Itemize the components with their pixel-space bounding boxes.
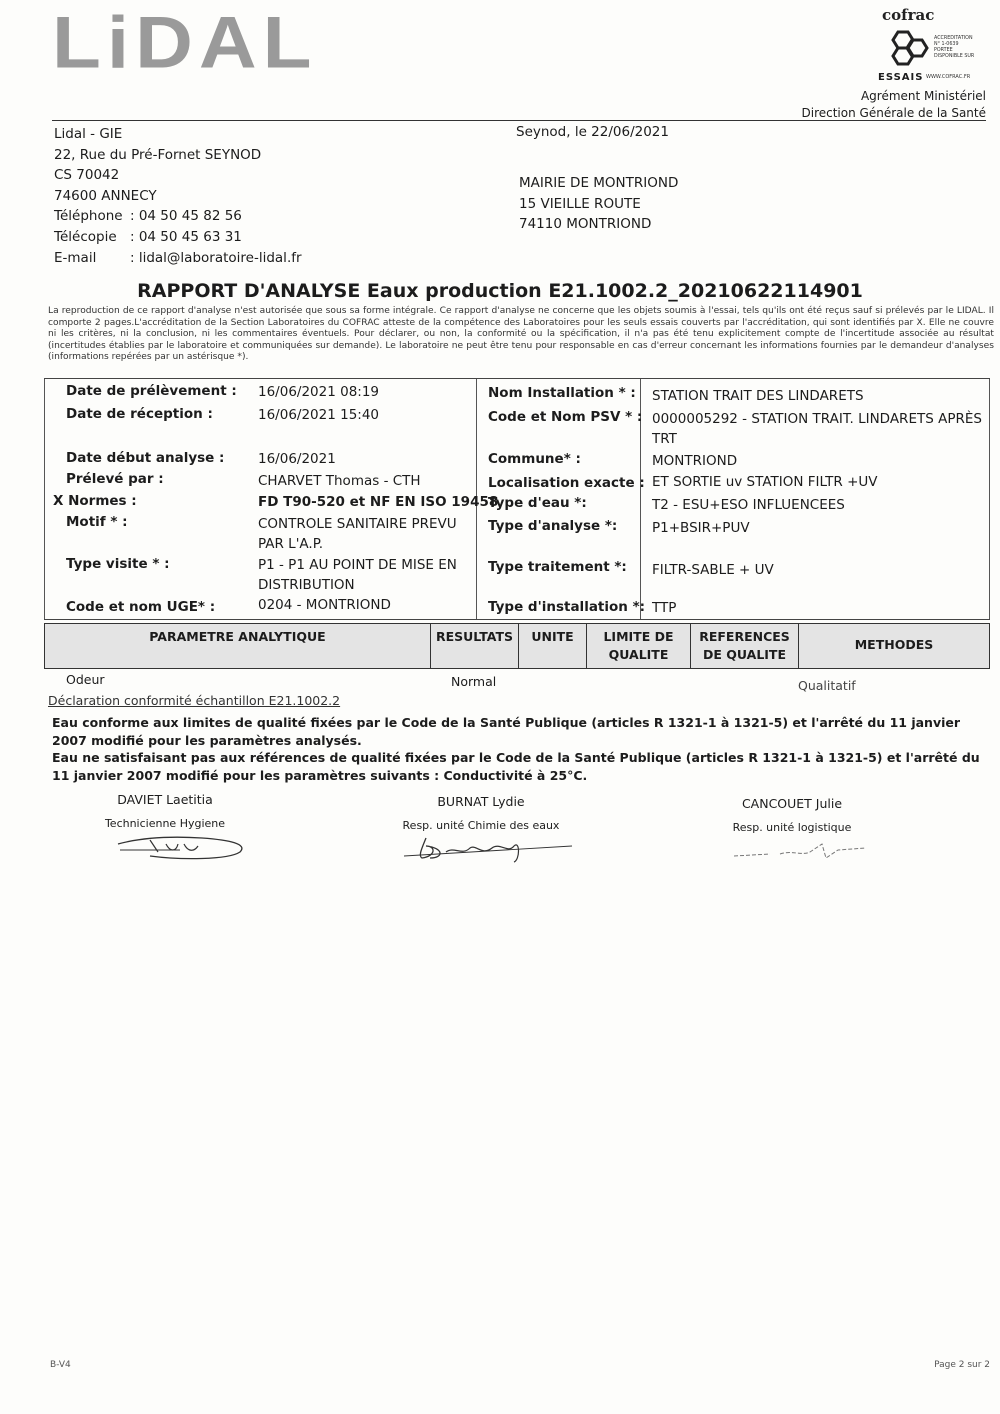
label-type-installation: Type d'installation *: bbox=[488, 599, 646, 615]
value-date-prelevement: 16/06/2021 08:19 bbox=[258, 384, 380, 400]
label-type-analyse: Type d'analyse *: bbox=[488, 518, 618, 534]
declaration-title: Déclaration conformité échantillon E21.1002.2 bbox=[48, 693, 341, 708]
value-localisation: ET SORTIE uv STATION FILTR +UV bbox=[652, 474, 878, 490]
signatory-2: BURNAT Lydie Resp. unité Chimie des eaux bbox=[402, 794, 560, 832]
page-number: Page 2 sur 2 bbox=[934, 1360, 990, 1370]
col-parametre: PARAMETRE ANALYTIQUE bbox=[45, 624, 431, 668]
label-nom-installation: Nom Installation * : bbox=[488, 385, 636, 401]
value-type-traitement: FILTR-SABLE + UV bbox=[652, 562, 774, 578]
col-resultats: RESULTATS bbox=[431, 624, 519, 668]
version-label: B-V4 bbox=[50, 1360, 71, 1370]
label-commune: Commune* : bbox=[488, 451, 581, 467]
label-type-visite: Type visite * : bbox=[66, 556, 170, 572]
value-motif: CONTROLE SANITAIRE PREVU PAR L'A.P. bbox=[258, 516, 457, 552]
value-type-eau: T2 - ESU+ESO INFLUENCEES bbox=[652, 497, 845, 513]
parameter-table-header bbox=[44, 623, 990, 669]
value-type-analyse: P1+BSIR+PUV bbox=[652, 520, 750, 536]
value-code-uge: 0204 - MONTRIOND bbox=[258, 597, 391, 613]
value-nom-installation: STATION TRAIT DES LINDARETS bbox=[652, 388, 864, 404]
label-normes: X Normes : bbox=[53, 493, 137, 509]
disclaimer: La reproduction de ce rapport d'analyse n'est autorisée que sous sa forme intégrale. Ce rapport d'analyse ne concerne que les objets soumis à l'essai, tels qu'ils ont été reçus sauf si prélevés par le LIDAL. Il comporte 2 pages.L'accréditation de la Section Laboratoires du COFRAC atteste de la compétence des Laboratoires pour les seuls essais couverts par l'accréditation, qui sont identifiés par X. Elle ne couvre ni les critères, ni la conclusion, ni les commentaires éventuels. Pour déclarer, ou non, la conformité ou la spécification, il n'a pas été tenu explicitement compte de l'incertitude associée au résultat (incertitudes établies par le laboratoire et communiquées sur demande). Le laboratoire ne peut être tenu pour responsable en cas d'erreur concernant les informations fournies par le demandeur d'analyses (informations repérées par un astérisque *). bbox=[48, 306, 994, 363]
signature-burnat bbox=[396, 832, 576, 866]
header-divider bbox=[52, 120, 986, 121]
lidal-logo: LiDAL bbox=[52, 1, 318, 84]
signatory-3: CANCOUET Julie Resp. unité logistique bbox=[732, 796, 852, 834]
method-odeur: Qualitatif bbox=[798, 678, 856, 693]
sender-address: Lidal - GIE 22, Rue du Pré-Fornet SEYNOD CS 70042 74600 ANNECY Téléphone : 04 50 45 82 56 Télécopie : 04 50 45 63 31 E-mail : lidal@laboratoire-lidal.fr bbox=[54, 126, 302, 266]
signature-daviet bbox=[110, 830, 260, 864]
label-date-debut: Date début analyse : bbox=[66, 450, 225, 466]
cofrac-details: ACCREDITATION N° 1-0639 PORTEE DISPONIBLE SUR bbox=[934, 36, 975, 59]
label-motif: Motif * : bbox=[66, 514, 128, 530]
value-date-reception: 16/06/2021 15:40 bbox=[258, 407, 380, 423]
signatory-1: DAVIET Laetitia Technicienne Hygiene bbox=[104, 792, 226, 830]
value-code-psv: 0000005292 - STATION TRAIT. LINDARETS APRÈS TRT bbox=[652, 411, 982, 447]
label-code-uge: Code et nom UGE* : bbox=[66, 599, 216, 615]
value-normes: FD T90-520 et NF EN ISO 19458 bbox=[258, 494, 499, 510]
label-code-psv: Code et Nom PSV * : bbox=[488, 409, 643, 425]
param-odeur: Odeur bbox=[66, 672, 105, 687]
col-limite: LIMITE DE QUALITE bbox=[587, 624, 691, 668]
label-date-prelevement: Date de prélèvement : bbox=[66, 383, 237, 399]
value-commune: MONTRIOND bbox=[652, 453, 738, 469]
label-localisation: Localisation exacte : bbox=[488, 475, 645, 491]
value-type-installation: TTP bbox=[652, 600, 677, 616]
sample-info-table bbox=[44, 378, 990, 620]
col-unite: UNITE bbox=[519, 624, 587, 668]
value-preleve-par: CHARVET Thomas - CTH bbox=[258, 473, 421, 489]
result-odeur: Normal bbox=[451, 674, 497, 689]
label-type-traitement: Type traitement *: bbox=[488, 559, 627, 575]
conformity-statements: Eau conforme aux limites de qualité fixées par le Code de la Santé Publique (articles R 1321-1 à 1321-5) et l'arrêté du 11 janvier 2007 modifié pour les paramètres analysés. Eau ne satisfaisant pas aux références de qualité fixées par le Code de la Santé Publique (articles R 1321-1 à 1321-5) et l'arrêté du 11 janvier 2007 modifié pour les paramètres suivants : Conductivité à 25°C. bbox=[52, 715, 980, 783]
col-references: REFERENCES DE QUALITE bbox=[691, 624, 799, 668]
agrement: Agrément Ministériel Direction Générale de la Santé bbox=[801, 89, 986, 120]
label-type-eau: Type d'eau *: bbox=[488, 495, 587, 511]
cofrac-url: WWW.COFRAC.FR bbox=[926, 74, 971, 80]
label-date-reception: Date de réception : bbox=[66, 406, 213, 422]
cofrac-hexagon-icon bbox=[884, 28, 930, 70]
date-place: Seynod, le 22/06/2021 bbox=[516, 124, 669, 140]
cofrac-brand: cofrac bbox=[882, 6, 935, 24]
signature-cancouet bbox=[730, 838, 870, 862]
value-date-debut: 16/06/2021 bbox=[258, 451, 336, 467]
cofrac-essais: ESSAIS bbox=[878, 72, 924, 83]
col-methodes: METHODES bbox=[854, 637, 934, 652]
value-type-visite: P1 - P1 AU POINT DE MISE EN DISTRIBUTION bbox=[258, 557, 457, 593]
label-preleve-par: Prélevé par : bbox=[66, 471, 164, 487]
recipient-address: MAIRIE DE MONTRIOND 15 VIEILLE ROUTE 74110 MONTRIOND bbox=[519, 175, 679, 233]
cofrac-accreditation-logo bbox=[878, 6, 986, 90]
report-title: RAPPORT D'ANALYSE Eaux production E21.1002.2_20210622114901 bbox=[137, 280, 863, 302]
